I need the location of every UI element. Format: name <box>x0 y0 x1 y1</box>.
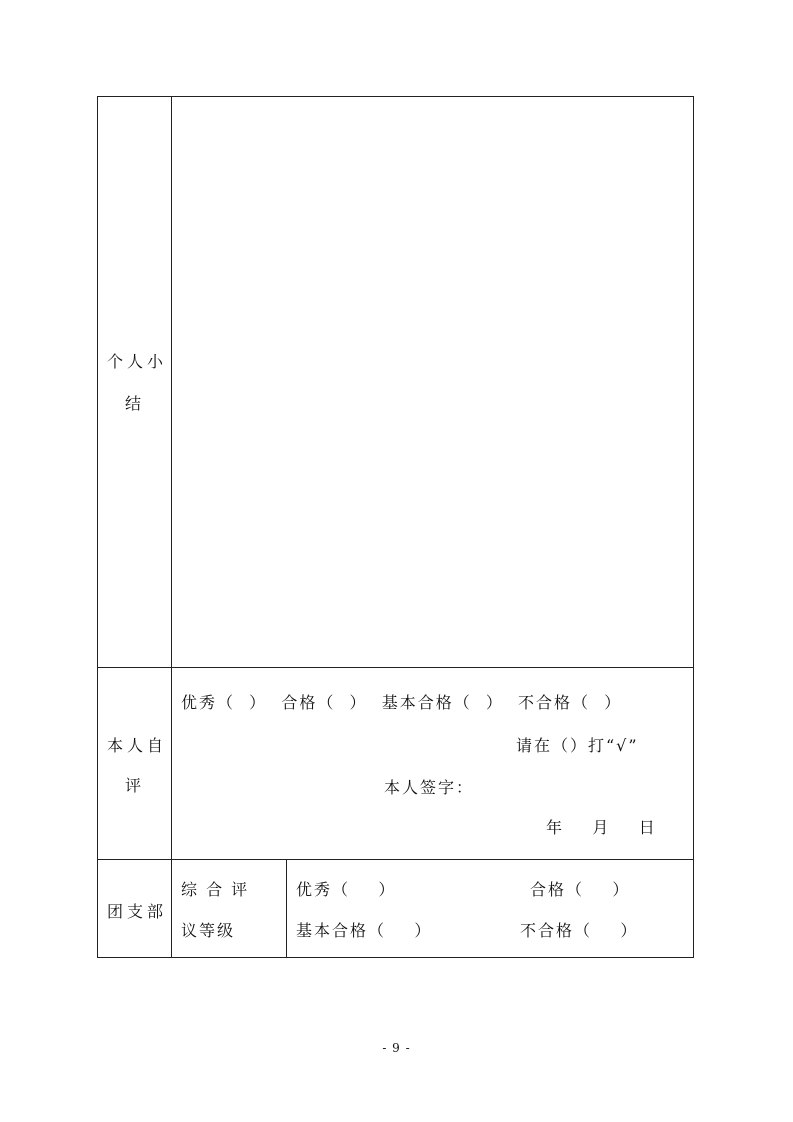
summary-content-area[interactable] <box>173 98 692 666</box>
option-pass[interactable]: 合格（ ） <box>530 880 631 899</box>
league-branch-sub-label-line2: 议等级 <box>181 921 236 940</box>
self-eval-label-line1: 本人自 <box>107 736 168 755</box>
option-excellent[interactable]: 优秀（ ） <box>296 880 397 899</box>
label-column-divider <box>171 96 172 958</box>
self-eval-options[interactable]: 优秀（ ） 合格（ ） 基本合格（ ） 不合格（ ） <box>181 693 623 712</box>
self-eval-signature: 本人签字： <box>384 778 475 797</box>
option-basic-pass[interactable]: 基本合格（ ） <box>296 921 433 940</box>
league-branch-sub-label-line1: 综 合 评 <box>181 880 250 899</box>
self-eval-instruction: 请在（）打“√” <box>516 736 639 755</box>
league-branch-divider <box>286 859 287 958</box>
option-fail[interactable]: 不合格（ ） <box>520 921 639 940</box>
summary-label-line2: 结 <box>125 394 146 413</box>
row-divider-self-eval <box>97 859 694 860</box>
self-eval-date: 年 月 日 <box>546 818 657 837</box>
summary-label-line1: 个人小 <box>107 352 168 371</box>
row-divider-summary <box>97 667 694 668</box>
page-number: - 9 - <box>382 1041 411 1055</box>
self-eval-label-line2: 评 <box>125 776 146 795</box>
league-branch-label: 团支部 <box>107 902 168 921</box>
